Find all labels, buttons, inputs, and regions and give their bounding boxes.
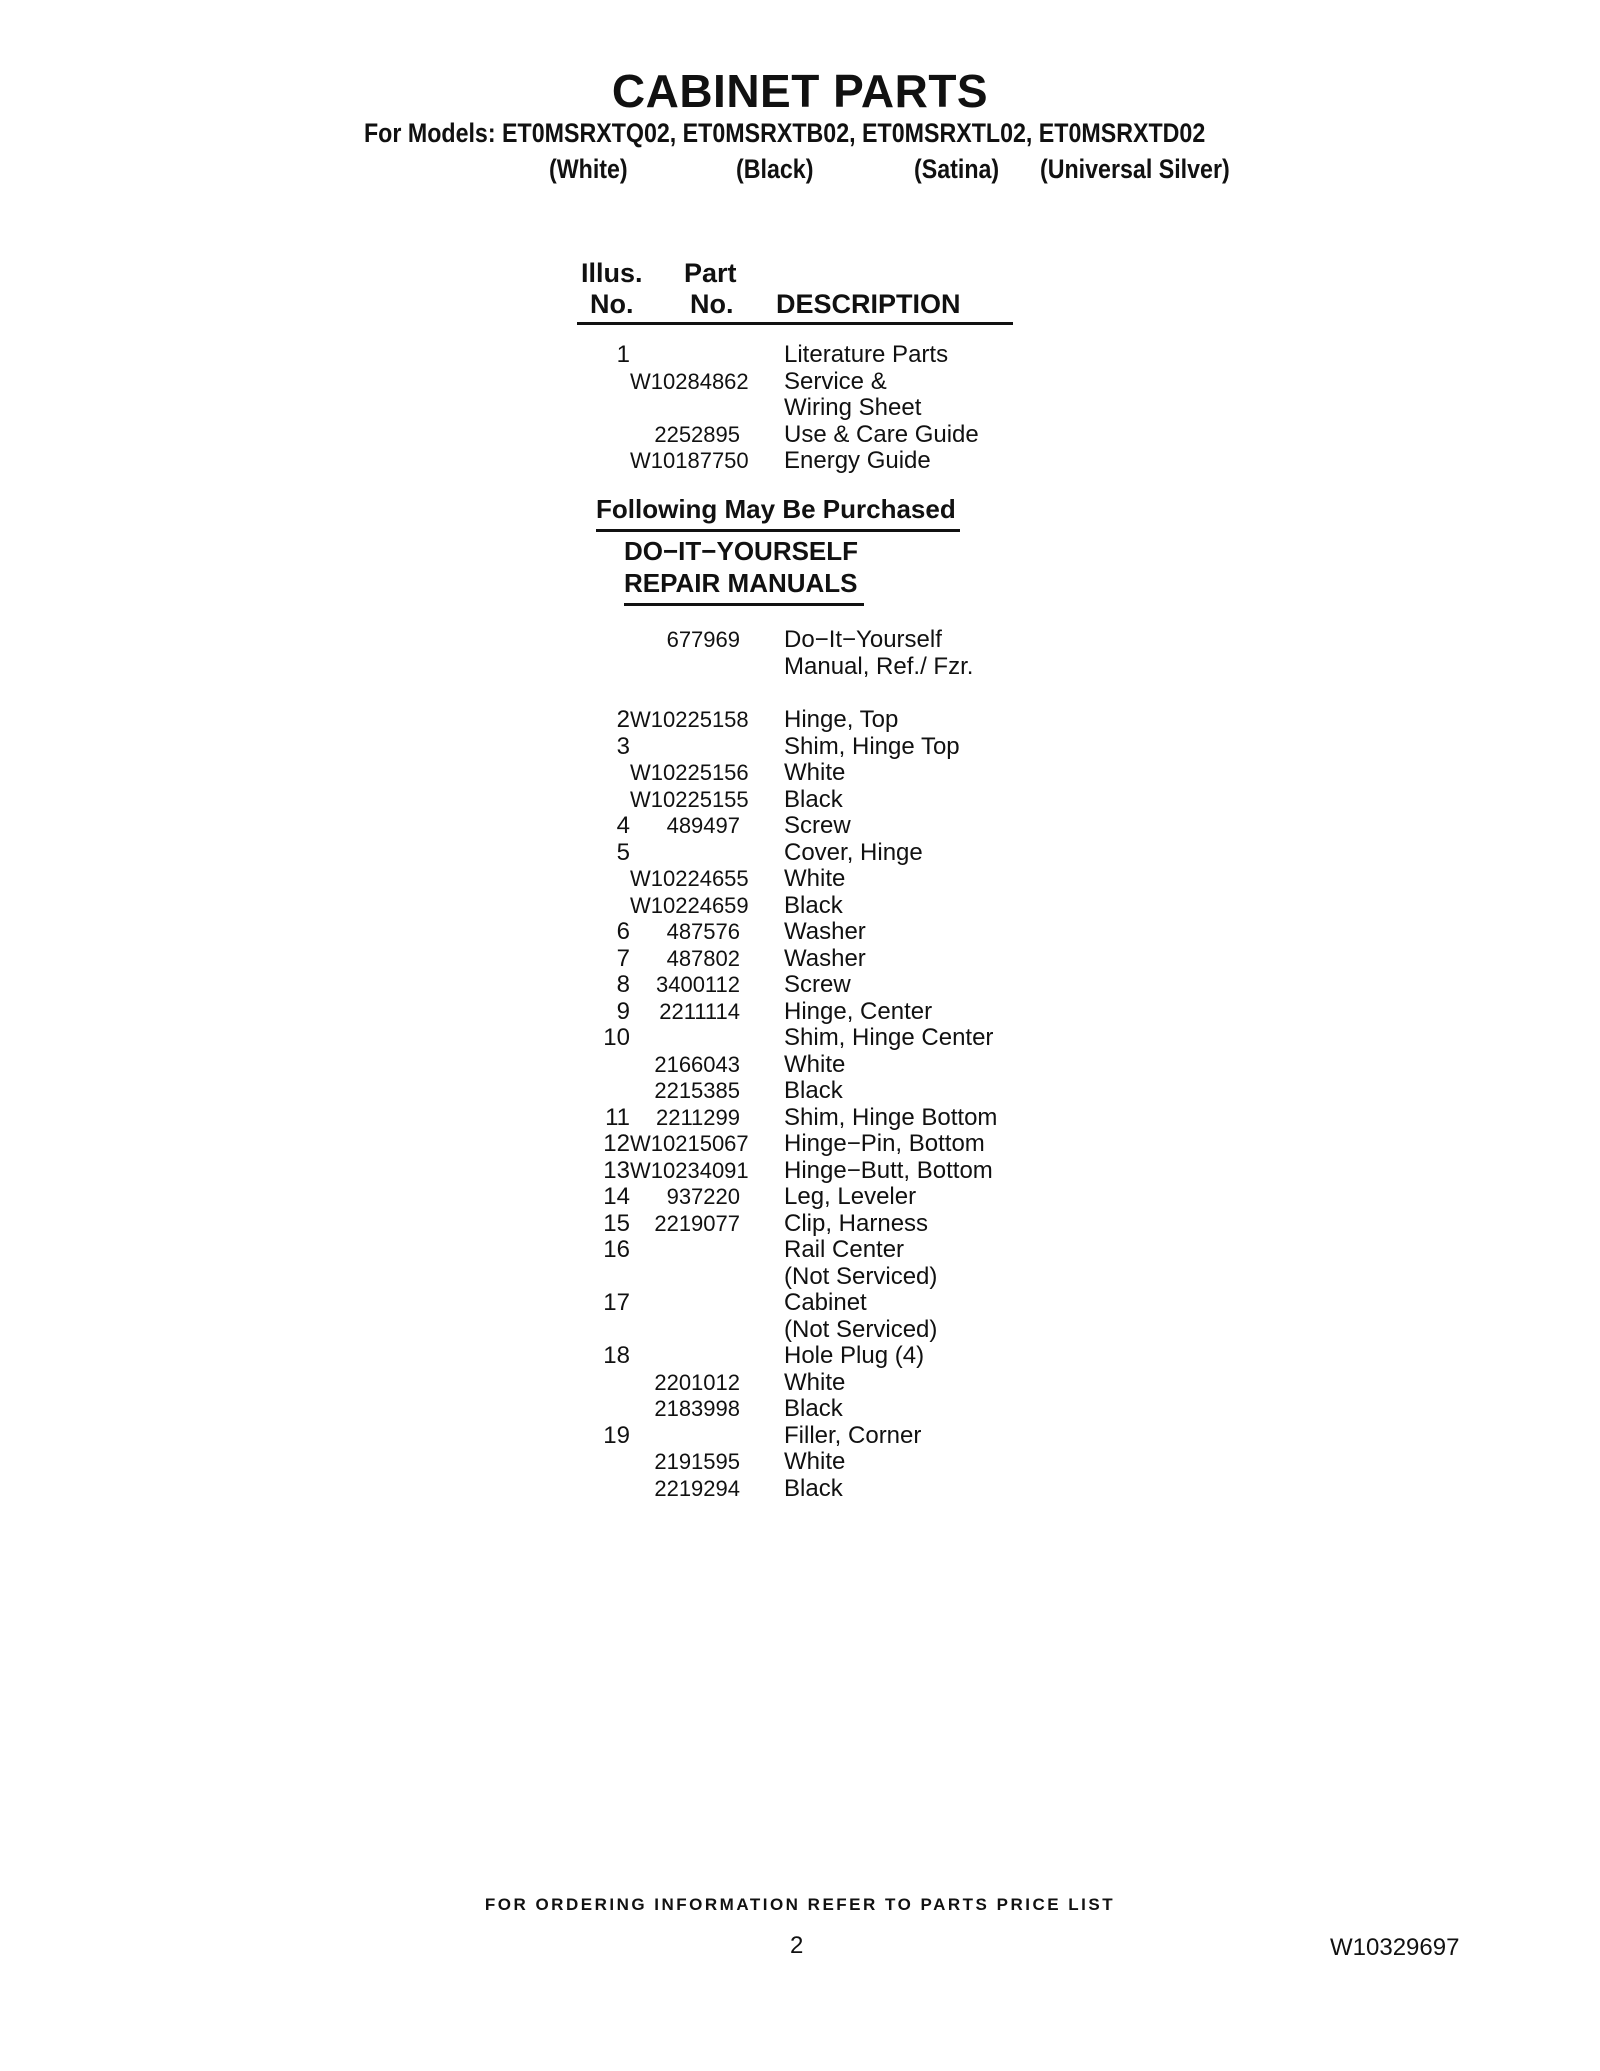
- table-row: [570, 1210, 1090, 1237]
- part-description: Do−It−Yourself: [784, 626, 942, 653]
- illus-header-line2: No.: [590, 289, 634, 319]
- part-description: Hinge, Top: [784, 706, 899, 733]
- table-row: [570, 1077, 1090, 1104]
- illus-number: 3: [616, 732, 630, 760]
- part-description: Hole Plug (4): [784, 1342, 925, 1369]
- table-row: [570, 971, 1090, 998]
- part-description: Energy Guide: [784, 447, 931, 474]
- part-number: 2201012: [654, 1369, 740, 1395]
- part-description: White: [784, 865, 846, 892]
- table-row: [570, 421, 1090, 448]
- purchase-heading-underline: [596, 529, 960, 532]
- part-number: W10225156: [630, 760, 749, 785]
- illus-number: 11: [605, 1103, 630, 1131]
- part-description: Hinge−Butt, Bottom: [784, 1156, 993, 1184]
- part-number: 2191595: [654, 1449, 740, 1474]
- illus-number: 7: [616, 944, 630, 972]
- table-row: [570, 1448, 1090, 1475]
- part-number: W10215067: [630, 1131, 749, 1156]
- header-rule: [577, 322, 1013, 325]
- part-number: 2219077: [654, 1210, 740, 1236]
- model-list: For Models: ET0MSRXTQ02, ET0MSRXTB02, ET0MSRXTL02, ET0MSRXTD02: [364, 118, 1206, 148]
- table-row: [570, 447, 1090, 474]
- illus-number: 6: [616, 918, 630, 945]
- illus-number: 2: [616, 706, 630, 733]
- part-number: W10187750: [630, 448, 749, 473]
- illus-number: 13: [603, 1156, 630, 1184]
- table-row: [570, 1104, 1090, 1131]
- part-description: Hinge, Center: [784, 997, 933, 1025]
- part-description: Washer: [784, 944, 866, 972]
- part-description: Screw: [784, 812, 851, 839]
- illus-number: 12: [603, 1130, 630, 1157]
- illus-number: 4: [616, 812, 630, 839]
- part-description: Cabinet: [784, 1289, 867, 1316]
- part-number: 2219294: [654, 1475, 740, 1501]
- part-number: W10284862: [630, 368, 749, 394]
- page-title: CABINET PARTS: [611, 65, 989, 117]
- table-row: [570, 1342, 1090, 1369]
- table-row: [570, 786, 1090, 813]
- part-description: Shim, Hinge Top: [784, 732, 960, 760]
- part-description: White: [784, 1050, 846, 1078]
- ordering-note: FOR ORDERING INFORMATION REFER TO PARTS PRICE LIST: [484, 1895, 1116, 1914]
- part-description: Black: [784, 891, 843, 919]
- part-description: Rail Center: [784, 1236, 905, 1263]
- illus-number: 15: [603, 1209, 630, 1237]
- part-description: Use & Care Guide: [784, 420, 979, 448]
- table-row: [570, 1183, 1090, 1210]
- part-description: Cover, Hinge: [784, 838, 923, 866]
- color-white: (White): [549, 154, 628, 184]
- part-description: White: [784, 759, 846, 786]
- illus-number: 14: [603, 1183, 630, 1210]
- part-description: (Not Serviced): [784, 1262, 938, 1290]
- part-number: 489497: [666, 813, 740, 838]
- diy-heading-underline: [624, 603, 864, 606]
- table-row: [570, 865, 1090, 892]
- part-description: Black: [784, 785, 843, 813]
- illus-number: 8: [616, 971, 630, 998]
- table-row: [570, 839, 1090, 866]
- part-header-line1: Part: [684, 258, 737, 288]
- table-row: [570, 341, 1090, 368]
- table-row: [570, 653, 1090, 680]
- part-description: Service &: [784, 367, 887, 395]
- illus-number: 9: [616, 997, 630, 1025]
- part-description: Filler, Corner: [784, 1421, 922, 1449]
- part-description: (Not Serviced): [784, 1315, 938, 1343]
- part-description: Shim, Hinge Center: [784, 1024, 994, 1051]
- part-description: Hinge−Pin, Bottom: [784, 1130, 985, 1157]
- part-description: Black: [784, 1077, 843, 1104]
- part-number: W10225155: [630, 786, 749, 812]
- part-number: 2211114: [659, 998, 740, 1024]
- page-number: 2: [790, 1932, 804, 1959]
- document-id: W10329697: [1330, 1934, 1460, 1961]
- table-row: [570, 733, 1090, 760]
- part-description: Wiring Sheet: [784, 394, 922, 421]
- part-number: 2183998: [654, 1396, 740, 1421]
- table-row: [570, 1395, 1090, 1422]
- part-number: W10234091: [630, 1157, 749, 1183]
- purchase-heading: Following May Be Purchased: [596, 494, 956, 524]
- illus-number: 10: [603, 1024, 630, 1051]
- part-description: Literature Parts: [784, 341, 949, 368]
- part-description: Manual, Ref./ Fzr.: [784, 652, 974, 680]
- part-number: 2211299: [655, 1104, 740, 1130]
- table-row: [570, 998, 1090, 1025]
- illus-number: 19: [603, 1421, 630, 1449]
- part-number: 2215385: [654, 1078, 740, 1103]
- diy-heading-line1: DO−IT−YOURSELF: [624, 536, 859, 566]
- part-number: W10224655: [630, 866, 749, 891]
- part-number: 487576: [666, 919, 740, 944]
- part-description: Clip, Harness: [784, 1209, 929, 1237]
- table-row: [570, 706, 1090, 733]
- table-row: [570, 1157, 1090, 1184]
- part-number: 3400112: [655, 972, 740, 997]
- table-row: [570, 1130, 1090, 1157]
- part-description: Black: [784, 1474, 843, 1502]
- table-row: [570, 1263, 1090, 1290]
- color-satina: (Satina): [914, 154, 1000, 184]
- part-number: W10225158: [630, 707, 749, 732]
- table-row: [570, 1024, 1090, 1051]
- part-number: W10224659: [630, 892, 749, 918]
- table-row: [570, 1369, 1090, 1396]
- illus-number: 5: [616, 838, 630, 866]
- part-header-line2: No.: [690, 289, 734, 319]
- illus-header-line1: Illus.: [581, 258, 643, 288]
- table-row: [570, 759, 1090, 786]
- table-row: [570, 1422, 1090, 1449]
- table-row: [570, 918, 1090, 945]
- description-header: DESCRIPTION: [776, 289, 961, 319]
- part-number: 487802: [666, 945, 740, 971]
- table-row: [570, 945, 1090, 972]
- part-description: Leg, Leveler: [784, 1183, 917, 1210]
- table-row: [570, 626, 1090, 653]
- color-universal-silver: (Universal Silver): [1040, 154, 1230, 184]
- part-description: Washer: [784, 918, 866, 945]
- table-row: [570, 394, 1090, 421]
- table-row: [570, 892, 1090, 919]
- table-row: [570, 1316, 1090, 1343]
- part-description: Screw: [784, 971, 851, 998]
- table-row: [570, 1051, 1090, 1078]
- diy-heading-line2: REPAIR MANUALS: [624, 568, 858, 598]
- part-number: 677969: [666, 627, 740, 652]
- table-row: [570, 1236, 1090, 1263]
- part-number: 2252895: [654, 421, 740, 447]
- part-number: 937220: [666, 1184, 740, 1209]
- table-row: [570, 1289, 1090, 1316]
- part-number: 2166043: [654, 1051, 740, 1077]
- part-description: White: [784, 1368, 846, 1396]
- part-description: White: [784, 1448, 846, 1475]
- table-row: [570, 1475, 1090, 1502]
- part-description: Black: [784, 1395, 843, 1422]
- illus-number: 1: [616, 341, 630, 368]
- illus-number: 18: [603, 1342, 630, 1369]
- table-row: [570, 812, 1090, 839]
- illus-number: 16: [603, 1236, 630, 1263]
- color-black: (Black): [736, 154, 814, 184]
- part-description: Shim, Hinge Bottom: [784, 1103, 998, 1131]
- illus-number: 17: [603, 1289, 630, 1316]
- table-row: [570, 368, 1090, 395]
